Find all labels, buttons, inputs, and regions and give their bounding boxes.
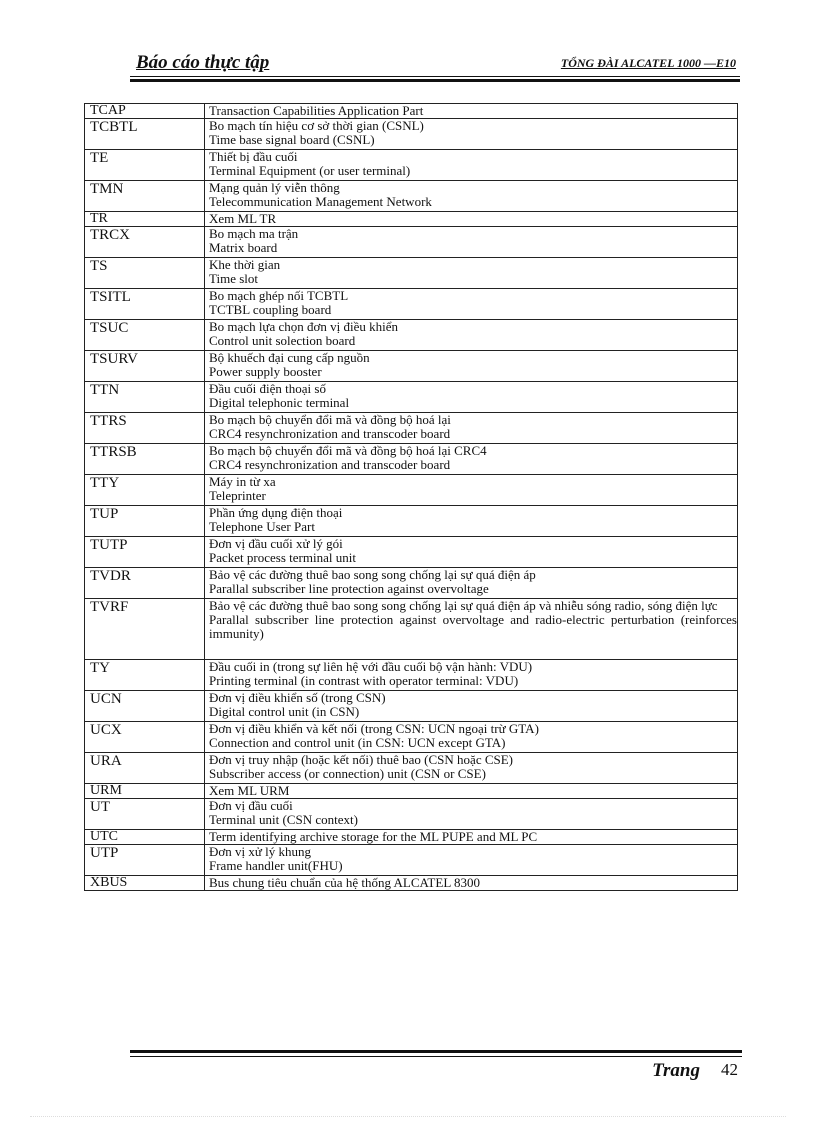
glossary-row (85, 799, 738, 830)
glossary-abbreviation: TSUC (85, 320, 205, 351)
glossary-row (85, 691, 738, 722)
definition-line: Bo mạch lựa chọn đơn vị điều khiển (209, 320, 399, 334)
definition-line: Subscriber access (or connection) unit (CSN or CSE) (209, 767, 486, 781)
glossary-abbreviation: TUP (85, 506, 205, 537)
definition-line: Telephone User Part (209, 520, 315, 534)
glossary-abbreviation: TR (85, 212, 205, 227)
footer-page-label: Trang (652, 1060, 700, 1081)
glossary-definition (205, 506, 738, 537)
glossary-definition (205, 382, 738, 413)
glossary-abbreviation: TCBTL (85, 119, 205, 150)
glossary-row (85, 599, 738, 660)
glossary-row (85, 784, 738, 799)
definition-line: Transaction Capabilities Application Part (209, 104, 424, 118)
footer-rule-thin (130, 1056, 742, 1057)
glossary-definition (205, 413, 738, 444)
glossary-definition (205, 799, 738, 830)
definition-line: Đơn vị xử lý khung (209, 845, 312, 859)
definition-line: Bo mạch ma trận (209, 227, 299, 241)
glossary-row (85, 876, 738, 891)
glossary-row (85, 660, 738, 691)
definition-line: Bo mạch bộ chuyển đổi mã và đồng bộ hoá lại CRC4 (209, 444, 487, 458)
glossary-abbreviation: TTRSB (85, 444, 205, 475)
definition-line: Control unit solection board (209, 334, 356, 348)
glossary-definition (205, 320, 738, 351)
definition-line: Time base signal board (CSNL) (209, 133, 375, 147)
glossary-row (85, 413, 738, 444)
definition-line: Bo mạch bộ chuyển đổi mã và đồng bộ hoá lại (209, 413, 451, 427)
definition-line: Bộ khuếch đại cung cấp nguồn (209, 351, 370, 365)
definition-line: Đơn vị điều khiển số (trong CSN) (209, 691, 386, 705)
definition-line: Bảo vệ các đường thuê bao song song chống lại sự quá điện áp và nhiễu sóng radio, sóng điện lực (209, 599, 718, 613)
definition-line: Teleprinter (209, 489, 266, 503)
glossary-definition (205, 475, 738, 506)
glossary-abbreviation: UTC (85, 830, 205, 845)
glossary-definition (205, 289, 738, 320)
glossary-definition (205, 227, 738, 258)
glossary-row (85, 227, 738, 258)
definition-line: Đơn vị đầu cuối xử lý gói (209, 537, 343, 551)
glossary-row (85, 830, 738, 845)
glossary-definition (205, 444, 738, 475)
glossary-row (85, 320, 738, 351)
glossary-abbreviation: TMN (85, 181, 205, 212)
glossary-row (85, 722, 738, 753)
glossary-abbreviation: TVRF (85, 599, 205, 660)
glossary-abbreviation: TUTP (85, 537, 205, 568)
glossary-row (85, 475, 738, 506)
definition-line: Power supply booster (209, 365, 322, 379)
definition-line: CRC4 resynchronization and transcoder board (209, 458, 451, 472)
glossary-abbreviation: UT (85, 799, 205, 830)
glossary-definition (205, 753, 738, 784)
definition-line: Digital control unit (in CSN) (209, 705, 360, 719)
definition-line: Khe thời gian (209, 258, 281, 272)
glossary-definition (205, 119, 738, 150)
header-rule-thick (130, 79, 740, 82)
header-rule-thin (130, 76, 740, 77)
definition-line: Xem ML URM (209, 784, 290, 798)
footer-page-number: 42 (721, 1060, 738, 1079)
definition-line: Printing terminal (in contrast with operator terminal: VDU) (209, 674, 519, 688)
glossary-table (84, 103, 738, 891)
glossary-row (85, 289, 738, 320)
bottom-edge-dots (30, 1116, 786, 1117)
definition-line: Đơn vị đầu cuối (209, 799, 293, 813)
definition-line: Bus chung tiêu chuẩn của hệ thống ALCATEL 8300 (209, 876, 481, 890)
definition-line: Bo mạch ghép nối TCBTL (209, 289, 349, 303)
definition-line: Telecommunication Management Network (209, 195, 432, 209)
glossary-definition (205, 876, 738, 891)
glossary-row (85, 753, 738, 784)
glossary-definition (205, 722, 738, 753)
definition-line: Đầu cuối in (trong sự liên hệ với đầu cuối bộ vận hành: VDU) (209, 660, 533, 674)
header-report-title: Báo cáo thực tập (136, 52, 270, 73)
glossary-definition (205, 784, 738, 799)
glossary-row (85, 150, 738, 181)
glossary-abbreviation: TRCX (85, 227, 205, 258)
definition-line: Digital telephonic terminal (209, 396, 350, 410)
glossary-row (85, 119, 738, 150)
glossary-definition (205, 537, 738, 568)
glossary-row (85, 506, 738, 537)
glossary-definition (205, 599, 738, 660)
glossary-table-body (85, 104, 738, 891)
glossary-definition (205, 181, 738, 212)
definition-line: Matrix board (209, 241, 278, 255)
glossary-row (85, 104, 738, 119)
glossary-abbreviation: TCAP (85, 104, 205, 119)
definition-line: Đầu cuối điện thoại số (209, 382, 326, 396)
glossary-definition (205, 568, 738, 599)
glossary-abbreviation: TSITL (85, 289, 205, 320)
definition-line: Term identifying archive storage for the ML PUPE and ML PC (209, 830, 538, 844)
glossary-definition (205, 691, 738, 722)
definition-line: Máy in từ xa (209, 475, 276, 489)
glossary-row (85, 845, 738, 876)
definition-line: Packet process terminal unit (209, 551, 356, 565)
glossary-abbreviation: TE (85, 150, 205, 181)
definition-line: CRC4 resynchronization and transcoder board (209, 427, 451, 441)
glossary-abbreviation: TTRS (85, 413, 205, 444)
footer-rule-thick (130, 1050, 742, 1053)
glossary-definition (205, 150, 738, 181)
header-document-title: TỔNG ĐÀI ALCATEL 1000 —E10 (560, 56, 736, 70)
glossary-abbreviation: TTN (85, 382, 205, 413)
definition-line: Frame handler unit(FHU) (209, 859, 343, 873)
definition-line: Mạng quản lý viễn thông (209, 181, 340, 195)
glossary-abbreviation: TTY (85, 475, 205, 506)
glossary-definition (205, 830, 738, 845)
definition-line: Connection and control unit (in CSN: UCN except GTA) (209, 736, 506, 750)
definition-line: Parallal subscriber line protection against overvoltage (209, 582, 489, 596)
glossary-definition (205, 212, 738, 227)
glossary-row (85, 258, 738, 289)
glossary-definition (205, 845, 738, 876)
glossary-abbreviation: URA (85, 753, 205, 784)
definition-line: Parallal subscriber line protection against overvoltage and radio-electric perturbation (reinforces immunity) (209, 613, 737, 641)
glossary-definition (205, 104, 738, 119)
glossary-row (85, 351, 738, 382)
glossary-table-container (84, 103, 737, 891)
definition-line: Time slot (209, 272, 259, 286)
definition-line: Xem ML TR (209, 212, 277, 226)
glossary-definition (205, 351, 738, 382)
glossary-row (85, 382, 738, 413)
glossary-abbreviation: TS (85, 258, 205, 289)
glossary-abbreviation: TSURV (85, 351, 205, 382)
glossary-row (85, 444, 738, 475)
glossary-abbreviation: URM (85, 784, 205, 799)
definition-line: Bo mạch tín hiệu cơ sở thời gian (CSNL) (209, 119, 424, 133)
glossary-row (85, 537, 738, 568)
glossary-row (85, 212, 738, 227)
glossary-abbreviation: TVDR (85, 568, 205, 599)
definition-line: Terminal unit (CSN context) (209, 813, 358, 827)
glossary-row (85, 181, 738, 212)
glossary-row (85, 568, 738, 599)
definition-line: Thiết bị đầu cuối (209, 150, 298, 164)
definition-line: Phần ứng dụng điện thoại (209, 506, 343, 520)
definition-line: Đơn vị truy nhập (hoặc kết nối) thuê bao (CSN hoặc CSE) (209, 753, 514, 767)
glossary-abbreviation: UCN (85, 691, 205, 722)
glossary-abbreviation: XBUS (85, 876, 205, 891)
definition-line: TCTBL coupling board (209, 303, 332, 317)
glossary-abbreviation: TY (85, 660, 205, 691)
glossary-definition (205, 258, 738, 289)
page-header (130, 50, 740, 80)
glossary-definition (205, 660, 738, 691)
glossary-abbreviation: UCX (85, 722, 205, 753)
definition-line: Bảo vệ các đường thuê bao song song chống lại sự quá điện áp (209, 568, 536, 582)
definition-line: Đơn vị điều khiển và kết nối (trong CSN: UCN ngoại trừ GTA) (209, 722, 539, 736)
glossary-abbreviation: UTP (85, 845, 205, 876)
definition-line: Terminal Equipment (or user terminal) (209, 164, 411, 178)
